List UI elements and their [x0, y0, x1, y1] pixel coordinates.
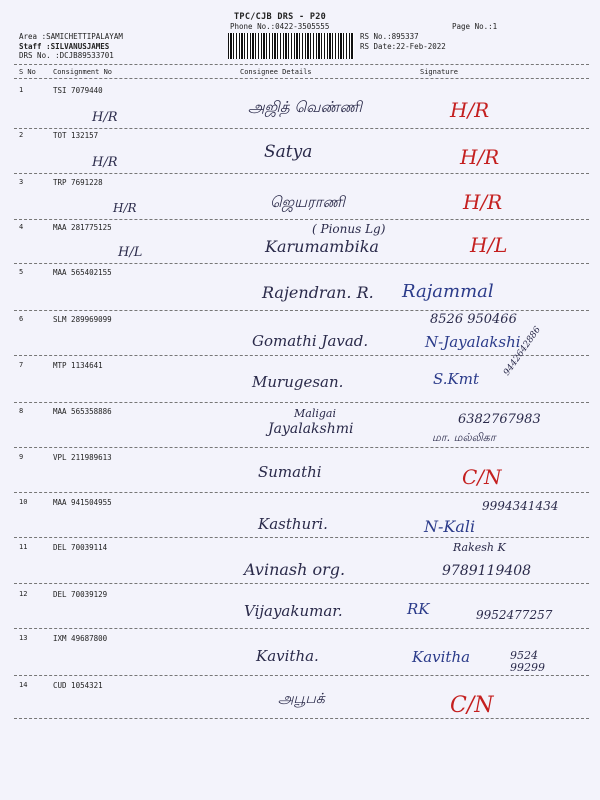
handwritten-extra: Maligai: [294, 407, 336, 420]
divider: [14, 675, 589, 676]
handwritten-signature: N-Kali: [424, 517, 476, 536]
handwritten-phone: 9952477257: [476, 608, 553, 622]
row-sno: 2: [19, 131, 24, 139]
row-consignment: TOT 132157: [53, 131, 99, 140]
row-sno: 4: [19, 223, 24, 231]
divider: [14, 628, 589, 629]
row-sno: 6: [19, 315, 24, 323]
divider: [14, 64, 589, 65]
handwritten-signature: Rajammal: [402, 281, 494, 302]
row-sno: 3: [19, 178, 24, 186]
row-consignment: SLM 289969099: [53, 315, 112, 324]
divider: [14, 718, 589, 719]
handwritten-signature: N-Jayalakshi: [425, 333, 521, 351]
row-consignment: MAA 565358886: [53, 407, 112, 416]
row-consignment: IXM 49687800: [53, 634, 108, 643]
row-consignment: TRP 7691228: [53, 178, 103, 187]
row-sno: 14: [19, 681, 28, 689]
handwritten-phone: 9789119408: [442, 563, 532, 579]
handwritten-note: H/R: [113, 201, 137, 215]
row-sno: 13: [19, 634, 28, 642]
page-number: Page No.:1: [452, 22, 498, 31]
handwritten-name: Jayalakshmi: [268, 421, 354, 437]
handwritten-note: H/R: [92, 155, 118, 170]
handwritten-signature: RK: [407, 600, 430, 618]
handwritten-extra: Rakesh K: [453, 541, 506, 554]
handwritten-name: Vijayakumar.: [244, 602, 343, 620]
header-right-block: [360, 32, 446, 51]
handwritten-signature: H/R: [463, 190, 503, 214]
row-consignment: MAA 565402155: [53, 268, 112, 277]
divider: [14, 78, 589, 79]
staff-label: Staff :SILVANUSJAMES: [19, 41, 110, 51]
divider: [14, 537, 589, 538]
row-consignment: MAA 941504955: [53, 498, 112, 507]
row-consignment: CUD 1054321: [53, 681, 103, 690]
handwritten-name: Rajendran. R.: [262, 283, 374, 302]
col-signature: Signature: [420, 68, 458, 76]
divider: [14, 128, 589, 129]
handwritten-name: Gomathi Javad.: [252, 332, 369, 350]
handwritten-name: Avinash org.: [244, 560, 346, 579]
handwritten-note: H/L: [118, 245, 143, 260]
row-sno: 7: [19, 361, 24, 369]
handwritten-phone: 9994341434: [482, 499, 559, 513]
row-sno: 11: [19, 543, 28, 551]
handwritten-extra: ( Pionus Lg): [312, 222, 386, 236]
row-consignment: VPL 211989613: [53, 453, 112, 462]
handwritten-note: H/R: [92, 110, 118, 125]
header-left-block: [19, 32, 123, 61]
row-consignment: MAA 281775125: [53, 223, 112, 232]
handwritten-phone: 9524 99299: [510, 649, 545, 674]
drs-number: DRS No. :DCJB89533701: [19, 51, 114, 60]
divider: [14, 219, 589, 220]
row-consignment: TSI 7079440: [53, 86, 103, 95]
divider: [14, 263, 589, 264]
row-consignment: MTP 1134641: [53, 361, 103, 370]
col-consignment: Consignment No: [53, 68, 113, 76]
col-consignee: Consignee Details: [240, 68, 312, 76]
handwritten-signature: H/R: [450, 98, 490, 122]
sheet-title: TPC/CJB DRS - P20: [234, 12, 327, 22]
row-consignment: DEL 70039114: [53, 543, 108, 552]
handwritten-signature: S.Kmt: [433, 370, 479, 388]
divider: [14, 583, 589, 584]
row-sno: 1: [19, 86, 24, 94]
handwritten-signature: H/R: [460, 145, 500, 169]
handwritten-name: Murugesan.: [252, 373, 344, 391]
handwritten-name: Karumambika: [265, 237, 379, 256]
row-sno: 12: [19, 590, 28, 598]
row-sno: 8: [19, 407, 24, 415]
rs-date: RS Date:22-Feb-2022: [360, 41, 446, 51]
rs-number: RS No.:895337: [360, 32, 419, 41]
handwritten-name: Kavitha.: [256, 647, 319, 665]
divider: [14, 447, 589, 448]
row-sno: 10: [19, 498, 28, 506]
divider: [14, 402, 589, 403]
divider: [14, 355, 589, 356]
divider: [14, 310, 589, 311]
divider: [14, 173, 589, 174]
handwritten-name: ஜெயராணி: [270, 193, 345, 211]
handwritten-signature: C/N: [450, 693, 494, 718]
handwritten-name: அஜித் வெண்ணி: [248, 98, 362, 116]
barcode: [228, 33, 354, 59]
phone-number: Phone No.:0422-3505555: [230, 22, 330, 31]
row-sno: 9: [19, 453, 24, 461]
row-sno: 5: [19, 268, 24, 276]
handwritten-name: Satya: [264, 142, 313, 162]
divider: [14, 492, 589, 493]
area-label: Area :SAMICHETTIPALAYAM: [19, 32, 123, 41]
handwritten-signature: C/N: [462, 465, 502, 489]
handwritten-phone: 9442642886: [502, 325, 544, 378]
row-consignment: DEL 70039129: [53, 590, 108, 599]
handwritten-signature: Kavitha: [412, 648, 471, 666]
col-sno: S No: [19, 68, 36, 76]
handwritten-signature: H/L: [470, 233, 508, 257]
handwritten-name: Kasthuri.: [258, 515, 328, 533]
handwritten-name: அபூபக்: [278, 691, 325, 707]
handwritten-signature: மா. மல்லிகா: [432, 431, 496, 444]
handwritten-name: Sumathi: [258, 463, 322, 481]
handwritten-phone: 8526 950466: [430, 312, 517, 327]
handwritten-phone: 6382767983: [458, 412, 541, 427]
